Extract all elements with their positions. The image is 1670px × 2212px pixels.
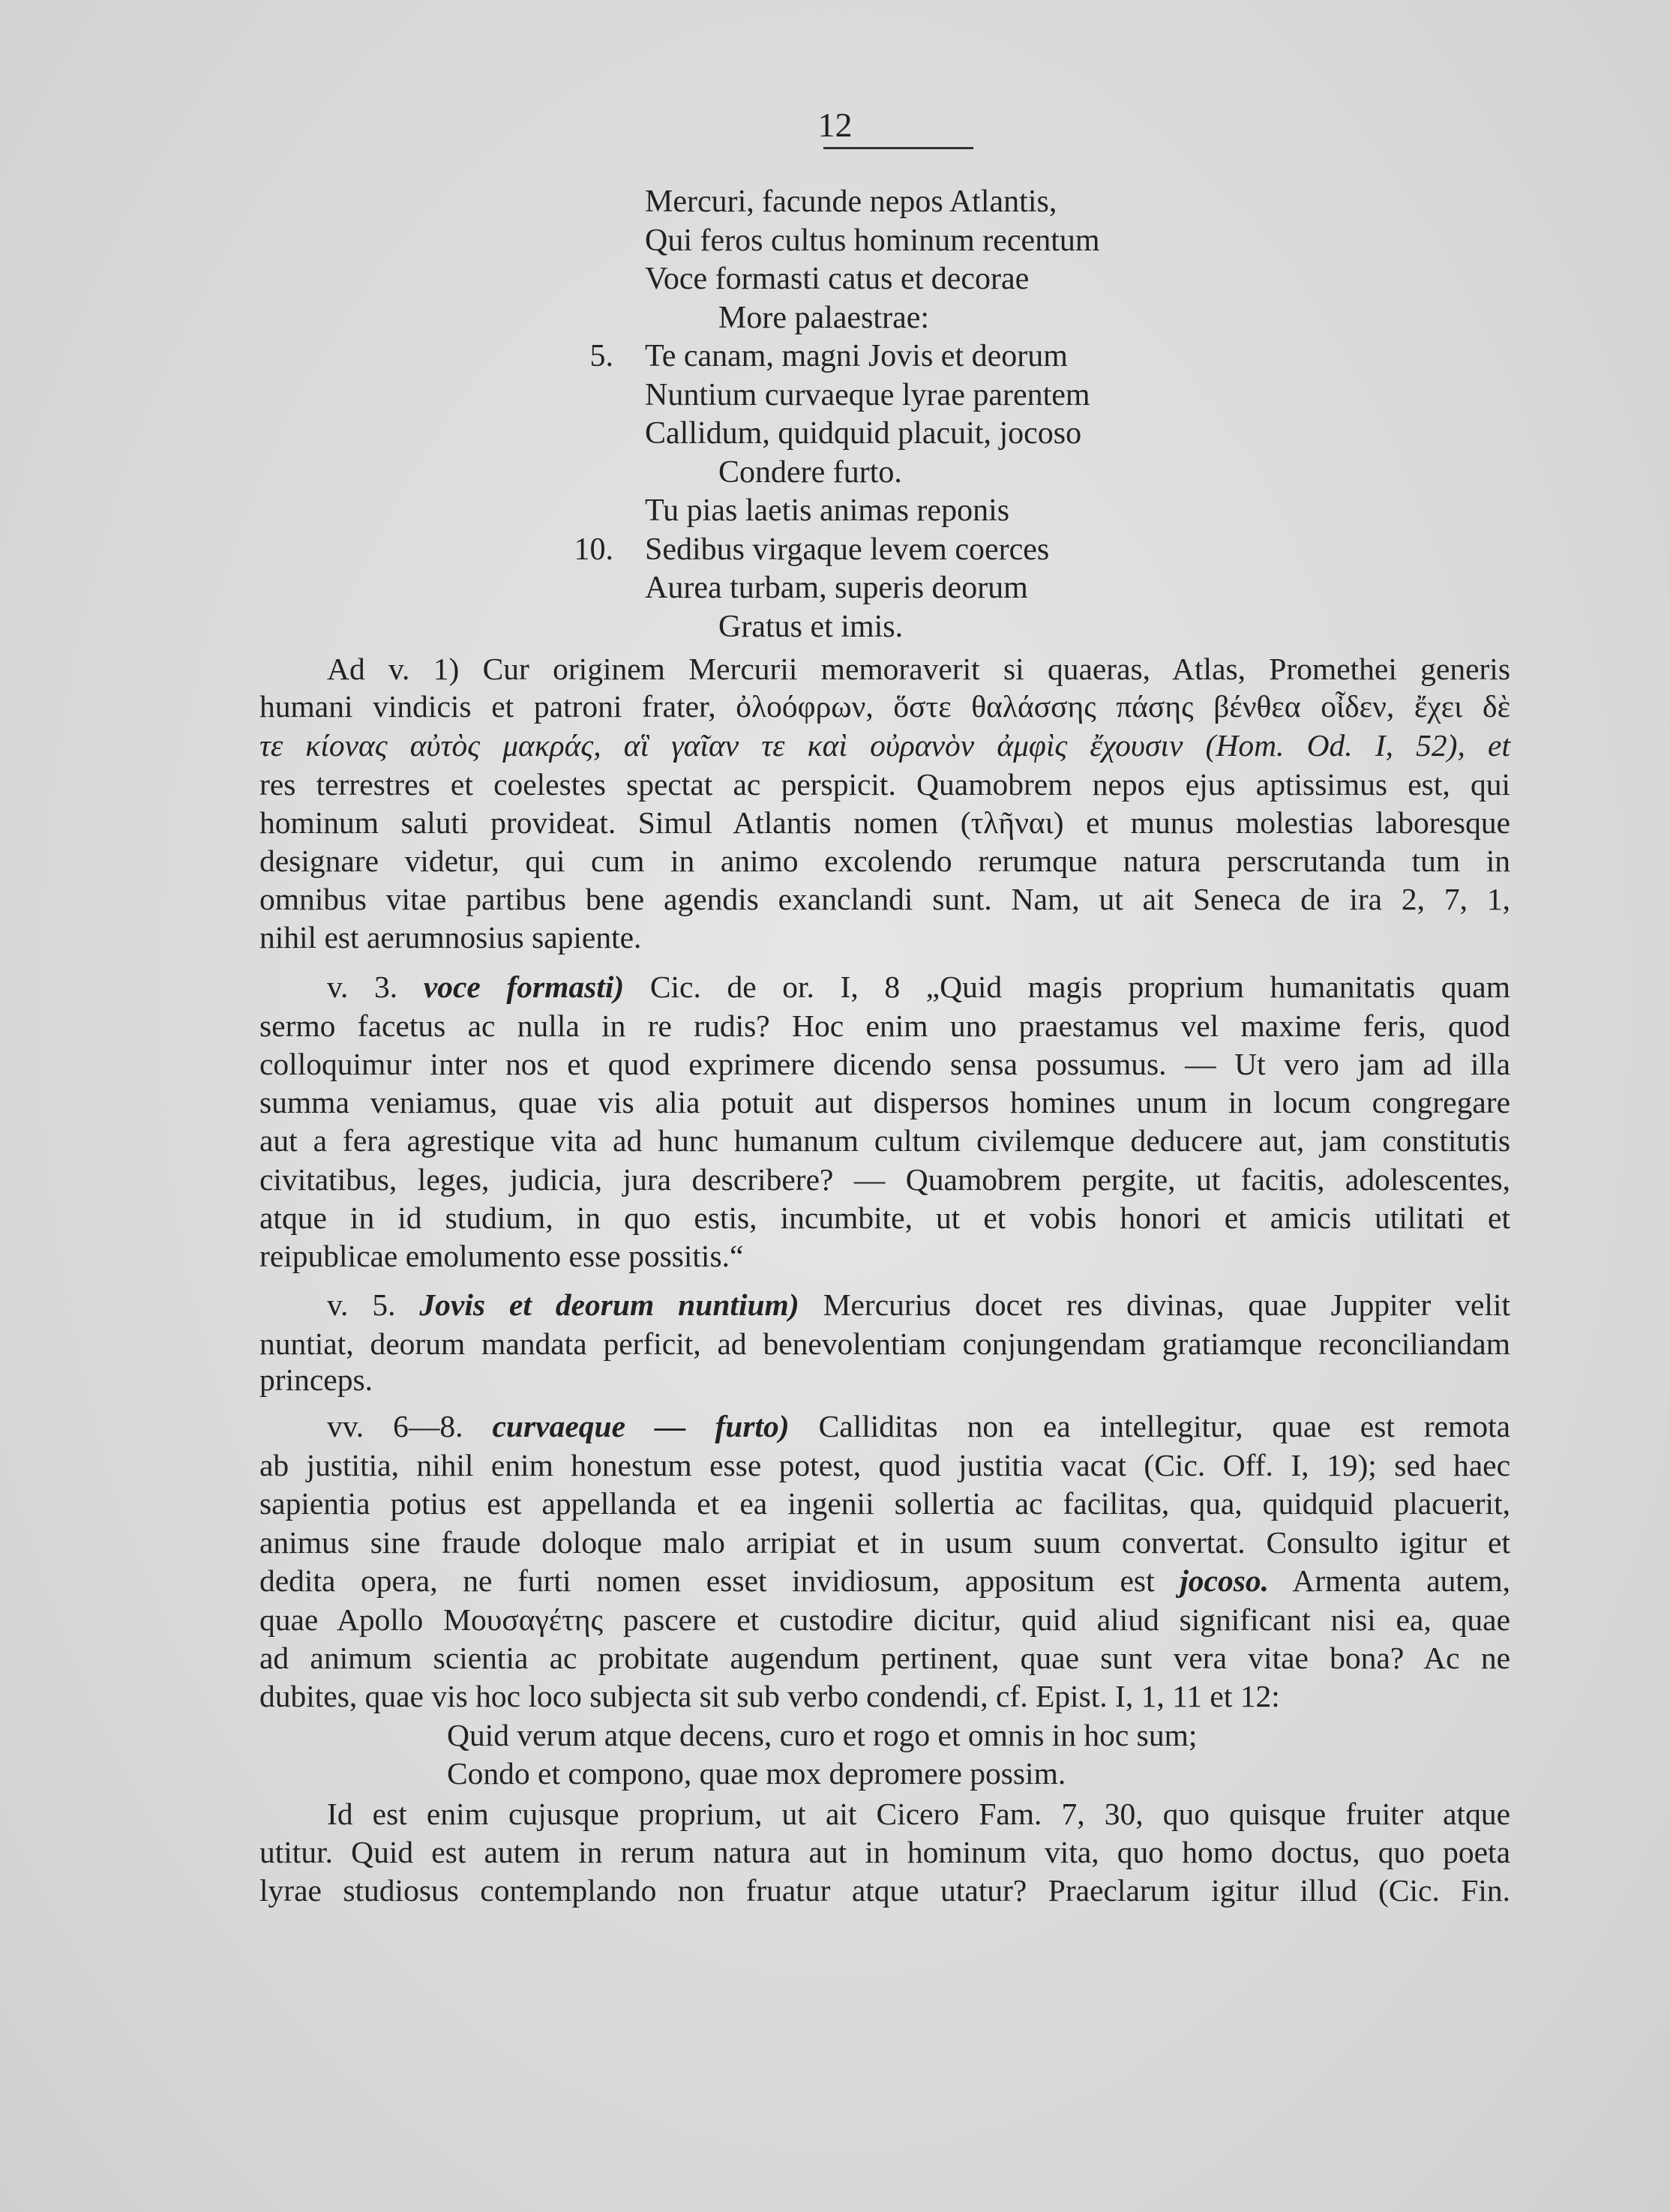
verse-line: Mercuri, facunde nepos Atlantis, [645, 184, 1057, 219]
commentary-line: hominum saluti provideat. Simul Atlantis nomen (τλῆναι) et munus molestias laboresque [259, 805, 1510, 840]
quotation-line: Quid verum atque decens, curo et rogo et omnis in hoc sum; [447, 1718, 1198, 1752]
commentary-line: res terrestres et coelestes spectat ac perspicit. Quamobrem nepos ejus aptissimus est, qui [259, 767, 1510, 802]
commentary-line [327, 1287, 1510, 1323]
commentary-line [327, 1408, 1510, 1444]
note-text: Calliditas non ea intellegitur, quae est remota [818, 1409, 1511, 1443]
commentary-line: τε κίονας αὐτὸς μακράς, αἳ γαῖαν τε καὶ οὐρανὸν ἀμφὶς ἔχουσιν (Hom. Od. I, 52), et [259, 728, 1510, 763]
commentary-line: sermo facetus ac nulla in re rudis? Hoc enim uno praestamus vel maxime feris, quod [259, 1009, 1510, 1043]
verse-line: Condere furto. [718, 454, 902, 490]
commentary-line: nuntiat, deorum mandata perficit, ad benevolentiam conjungendam gratiamque reconciliandam [259, 1326, 1510, 1361]
commentary-line: ab justitia, nihil enim honestum esse potest, quod justitia vacat (Cic. Off. I, 19); sed haec [259, 1448, 1510, 1482]
verse-line: Voce formasti catus et decorae [645, 262, 1030, 296]
commentary-line: omnibus vitae partibus bene agendis exanclandi sunt. Nam, ut ait Seneca de ira 2, 7, 1, [259, 882, 1510, 916]
lemma: Jovis et deorum nuntium) [419, 1287, 799, 1322]
commentary-line: humani vindicis et patroni frater, ὀλοόφρων, ὅστε θαλάσσης πάσης βένθεα οἶδεν, ἔχει δὲ [259, 689, 1510, 724]
commentary-line: Ad v. 1) Cur originem Mercurii memoraverit si quaeras, Atlas, Promethei generis [327, 652, 1510, 686]
commentary-line [259, 1563, 1510, 1599]
commentary-line: reipublicae emolumento esse possitis.“ [259, 1239, 744, 1273]
commentary-line: nihil est aerumnosius sapiente. [259, 920, 642, 955]
note-text: Cic. de or. I, 8 „Quid magis proprium humanitatis quam [649, 970, 1510, 1004]
note-ref: vv. 6—8. [327, 1409, 463, 1443]
note-ref: v. 5. [327, 1287, 396, 1322]
quotation-line: Condo et compono, quae mox depromere possim. [447, 1756, 1066, 1791]
verse-line: More palaestrae: [718, 300, 930, 335]
commentary-line: ad animum scientia ac probitate augendum pertinent, quae sunt vera vitae bona? Ac ne [259, 1641, 1510, 1675]
note-text: Armenta autem, [1292, 1563, 1511, 1598]
verse-number: 10. [574, 532, 613, 567]
commentary-line: lyrae studiosus contemplando non fruatur atque utatur? Praeclarum igitur illud (Cic. Fin. [259, 1873, 1510, 1908]
verse-line: Nuntium curvaeque lyrae parentem [645, 377, 1090, 412]
commentary-line: animus sine fraude doloque malo arripiat et in usum suum convertat. Consulto igitur et [259, 1525, 1510, 1560]
verse-line: Callidum, quidquid placuit, jocoso [645, 416, 1082, 451]
commentary-line: princeps. [259, 1362, 373, 1397]
commentary-line: atque in id studium, in quo estis, incumbite, ut et vobis honori et amicis utilitati et [259, 1200, 1510, 1235]
commentary-line: colloquimur inter nos et quod exprimere dicendo sensa possumus. — Ut vero jam ad illa [259, 1047, 1510, 1081]
commentary-line: designare videtur, qui cum in animo excolendo rerumque natura perscrutanda tum in [259, 844, 1510, 878]
verse-line: Gratus et imis. [718, 609, 904, 644]
commentary-line: Id est enim cujusque proprium, ut ait Cicero Fam. 7, 30, quo quisque fruiter atque [327, 1797, 1510, 1831]
commentary-line: civitatibus, leges, judicia, jura describere? — Quamobrem pergite, ut facitis, adolescentes, [259, 1162, 1510, 1197]
commentary-line [327, 969, 1510, 1005]
verse-line: Aurea turbam, superis deorum [645, 571, 1028, 605]
lemma: voce formasti) [423, 970, 625, 1004]
commentary-line: summa veniamus, quae vis alia potuit aut dispersos homines unum in locum congregare [259, 1085, 1510, 1119]
note-ref: v. 3. [327, 970, 398, 1004]
commentary-line: utitur. Quid est autem in rerum natura aut in hominum vita, quo homo doctus, quo poeta [259, 1835, 1510, 1869]
commentary-line: sapientia potius est appellanda et ea ingenii sollertia ac facilitas, qua, quidquid placuerit, [259, 1486, 1510, 1521]
note-text: dedita opera, ne furti nomen esset invidiosum, appositum est [259, 1563, 1155, 1598]
verse-number: 5. [589, 339, 613, 373]
page-number: 12 [817, 106, 853, 144]
verse-line: Te canam, magni Jovis et deorum [645, 339, 1068, 373]
lemma: jocoso. [1180, 1563, 1270, 1598]
verse-line: Sedibus virgaque levem coerces [645, 532, 1050, 567]
commentary-line: dubites, quae vis hoc loco subjecta sit sub verbo condendi, cf. Epist. I, 1, 11 et 12: [259, 1679, 1280, 1713]
lemma: curvaeque — furto) [492, 1409, 790, 1443]
verse-line: Qui feros cultus hominum recentum [645, 223, 1100, 258]
commentary-line: quae Apollo Μουσαγέτης pascere et custodire dicitur, quid aliud significant nisi ea, quae [259, 1602, 1510, 1637]
commentary-line: aut a fera agrestique vita ad hunc humanum cultum civilemque deducere aut, jam constitutis [259, 1123, 1510, 1158]
verse-line: Tu pias laetis animas reponis [645, 493, 1010, 528]
note-text: Mercurius docet res divinas, quae Juppiter velit [823, 1287, 1511, 1322]
page-number-rule [823, 147, 973, 149]
